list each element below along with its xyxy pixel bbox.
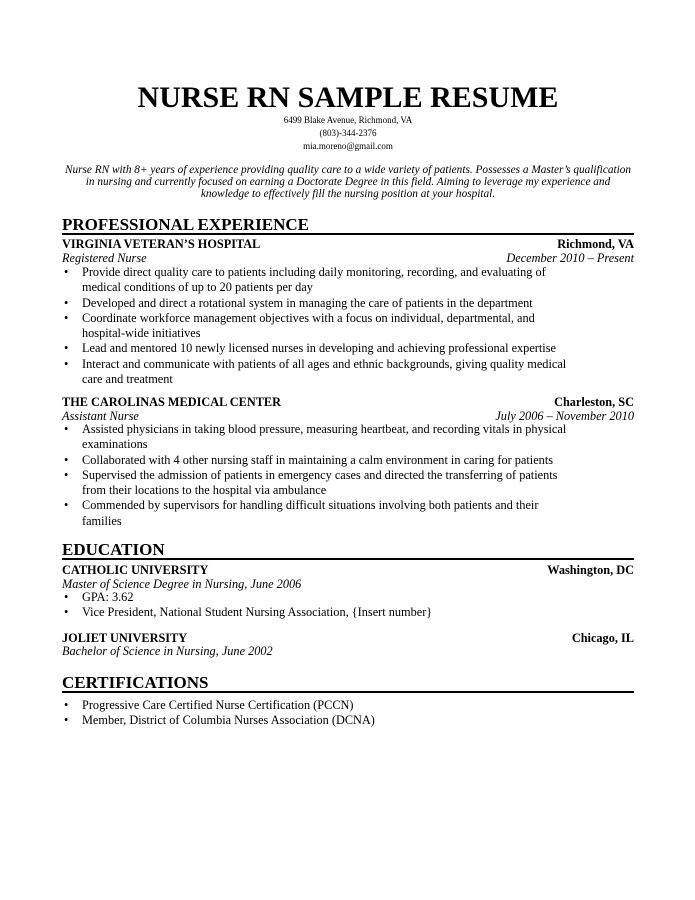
degree: Master of Science Degree in Nursing, June 2006 — [62, 577, 302, 591]
bullet-icon: • — [64, 341, 69, 356]
school-location: Washington, DC — [547, 563, 634, 577]
list-item: • Developed and direct a rotational system in managing the care of patients in the department — [64, 295, 533, 310]
bullet-icon: • — [64, 498, 69, 513]
bullet-icon: • — [64, 310, 69, 325]
school-name: JOLIET UNIVERSITY — [62, 631, 188, 645]
bullet-icon: • — [64, 295, 69, 310]
bullet-icon: • — [64, 356, 69, 371]
employer-name: THE CAROLINAS MEDICAL CENTER — [62, 395, 281, 409]
job-title-row — [62, 251, 634, 265]
employer-row — [62, 237, 634, 251]
list-item: • Collaborated with 4 other nursing staff in maintaining a calm environment in caring for patients — [64, 452, 554, 467]
bullet-icon: • — [64, 467, 69, 482]
bullet-icon: • — [64, 605, 69, 620]
list-item: • Progressive Care Certified Nurse Certification (PCCN) — [64, 698, 354, 712]
list-item: • Provide direct quality care to patients including daily monitoring, recording, and evaluating of medical conditions of up to 20 patients per day — [64, 265, 546, 295]
employer-location: Richmond, VA — [557, 237, 634, 251]
job-bullets — [62, 422, 582, 529]
summary — [62, 164, 634, 201]
job-title-row — [62, 409, 634, 423]
summary-line: knowledge to effectively fill the nursing position at your hospital. — [200, 188, 496, 201]
contact-email: mia.moreno@gmail.com — [303, 141, 393, 151]
bullet-icon: • — [64, 713, 69, 728]
job-title: Assistant Nurse — [62, 409, 139, 423]
job-dates: July 2006 – November 2010 — [495, 409, 634, 423]
school-row — [62, 631, 634, 645]
job-title: Registered Nurse — [62, 251, 147, 265]
section-heading-experience: PROFESSIONAL EXPERIENCE — [62, 216, 634, 235]
list-item: • Member, District of Columbia Nurses Association (DCNA) — [64, 713, 375, 728]
list-item: • Assisted physicians in taking blood pressure, measuring heartbeat, and recording vitals in physical examinations — [64, 422, 567, 452]
certification-list — [62, 698, 582, 729]
job-bullets — [62, 265, 582, 387]
section-heading-education: EDUCATION — [62, 541, 634, 560]
list-item: • Commended by supervisors for handling difficult situations involving both patients and their families — [64, 498, 539, 528]
summary-line: in nursing and currently focused on earning a Doctorate Degree in this field. Aiming to leverage my experience and — [85, 176, 611, 189]
bullet-icon: • — [64, 698, 69, 712]
contact-phone: (803)-344-2376 — [319, 128, 377, 138]
school-row — [62, 563, 634, 577]
degree: Bachelor of Science in Nursing, June 2002 — [62, 644, 273, 658]
school-name: CATHOLIC UNIVERSITY — [62, 563, 209, 577]
school-bullets — [62, 590, 582, 621]
list-item: • Supervised the admission of patients in emergency cases and directed the transferring of patients from their locations to the hospital via ambulance — [64, 467, 558, 498]
list-item: • Interact and communicate with patients of all ages and ethnic backgrounds, giving quality medical care and treatment — [64, 356, 567, 387]
bullet-icon: • — [64, 590, 69, 604]
contact-address: 6499 Blake Avenue, Richmond, VA — [283, 115, 413, 125]
employer-row — [62, 395, 634, 409]
list-item: • Coordinate workforce management objectives with a focus on individual, departmental, and hospital-wide initiatives — [64, 310, 535, 341]
bullet-icon: • — [64, 452, 69, 467]
school-location: Chicago, IL — [571, 631, 634, 645]
list-item: • GPA: 3.62 — [64, 590, 134, 604]
bullet-icon: • — [64, 422, 69, 436]
list-item: • Lead and mentored 10 newly licensed nurses in developing and achieving professional expertise — [64, 341, 556, 356]
summary-line: Nurse RN with 8+ years of experience providing quality care to a wide variety of patients. Possesses a Master’s qualification — [64, 164, 632, 176]
degree-row — [62, 577, 634, 591]
employer-location: Charleston, SC — [554, 395, 634, 409]
resume-title: NURSE RN SAMPLE RESUME — [137, 81, 559, 114]
bullet-icon: • — [64, 265, 69, 279]
job-dates: December 2010 – Present — [506, 251, 634, 265]
list-item: • Vice President, National Student Nursing Association, {Insert number} — [64, 605, 433, 620]
employer-name: VIRGINIA VETERAN’S HOSPITAL — [62, 237, 261, 251]
degree-row — [62, 644, 634, 658]
section-heading-certifications: CERTIFICATIONS — [62, 674, 634, 693]
